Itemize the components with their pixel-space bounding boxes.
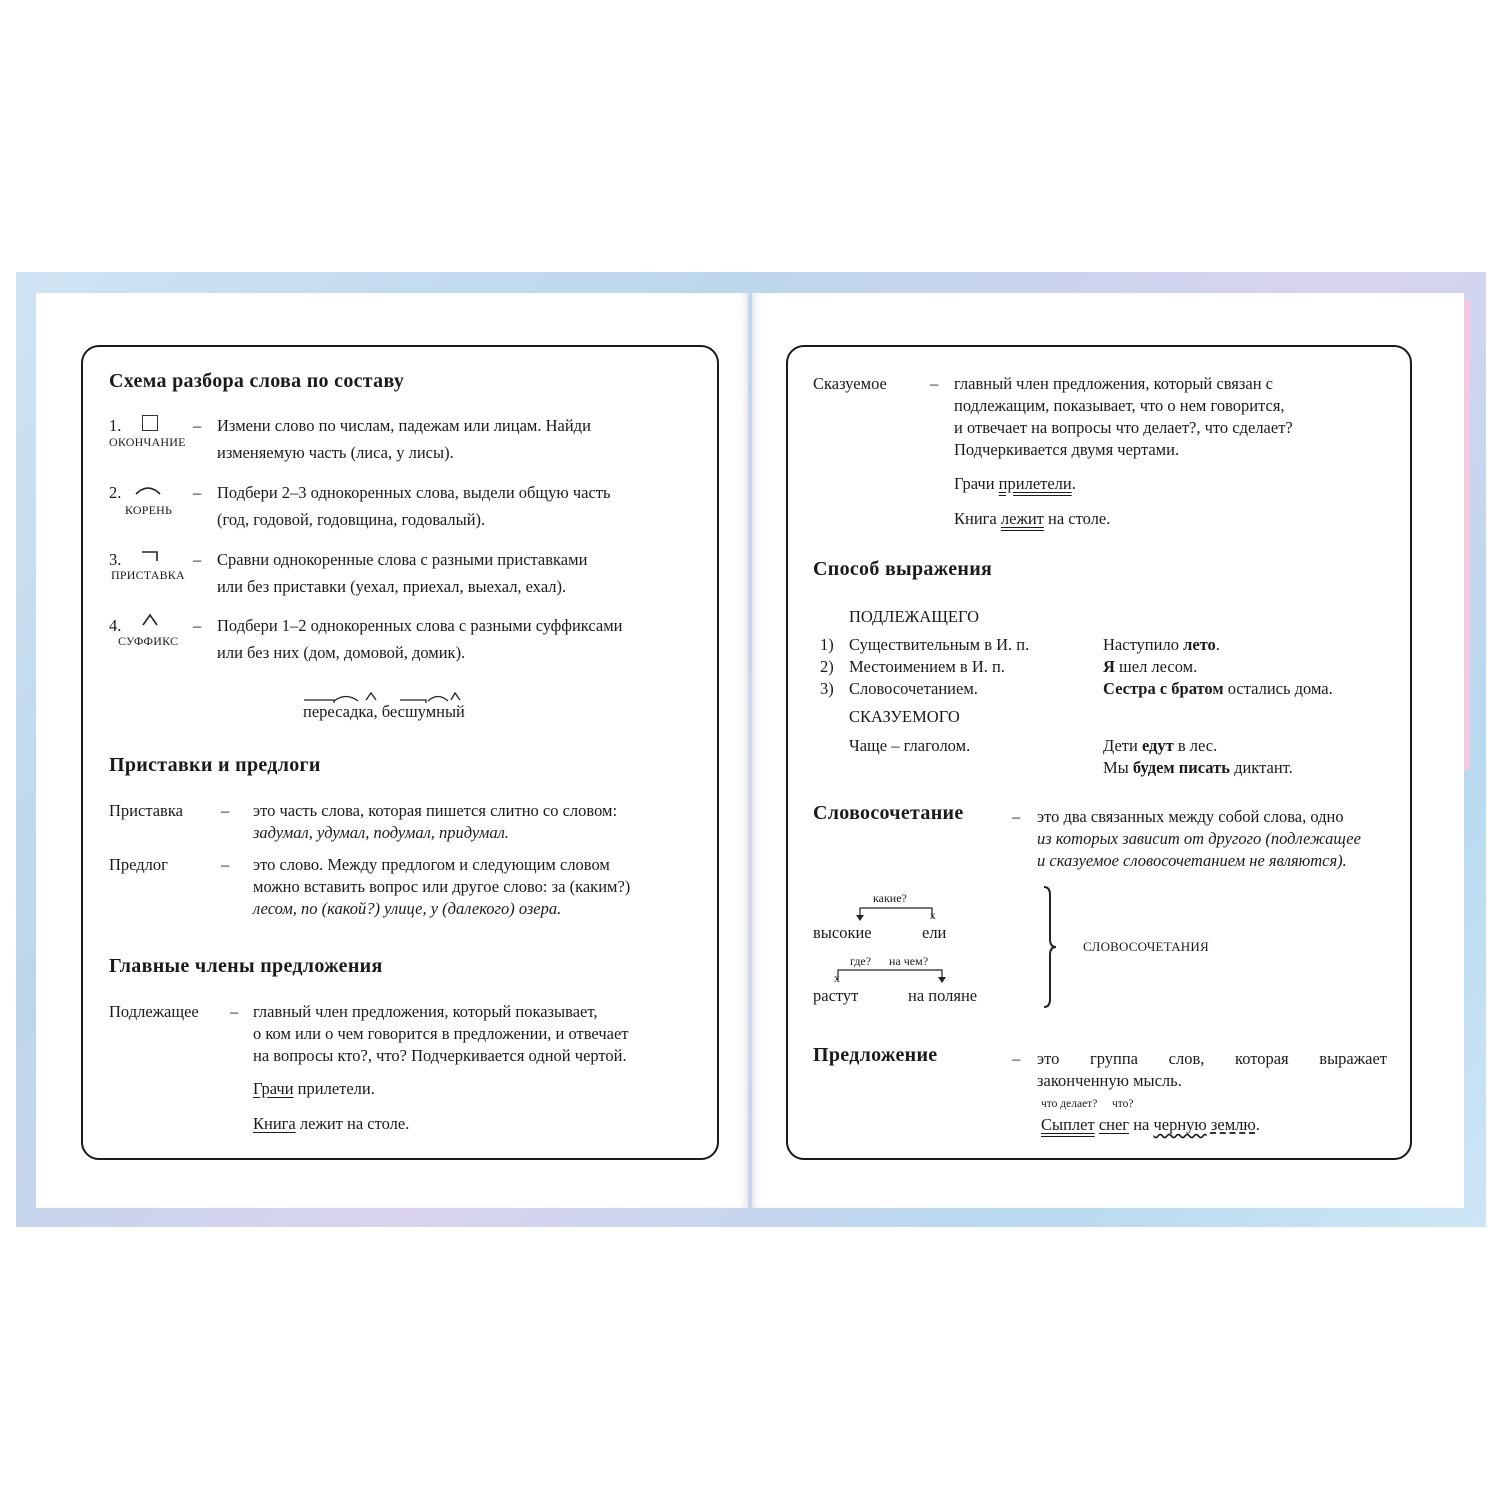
row-example — [1103, 633, 1220, 656]
morpheme-example: пересадка, бесшумный — [303, 702, 465, 721]
definition-line: подлежащим, показывает, что о нем говорится, — [954, 396, 1285, 415]
example-bold: Сестра с братом — [1103, 679, 1224, 698]
term-phrase: Словосочетание — [813, 802, 964, 824]
row-method: Чаще – глаголом. — [849, 736, 971, 755]
definition-line: и сказуемое словосочетанием не являются). — [1037, 851, 1347, 870]
item-text-line: Измени слово по числам, падежам или лицам. Найди — [217, 416, 591, 435]
morpheme-label: КОРЕНЬ — [125, 503, 173, 517]
section-title-expression: Способ выражения — [813, 558, 993, 580]
example-part: на столе. — [1043, 509, 1111, 528]
main-word-mark: x — [930, 910, 936, 922]
example-rest: прилетели. — [293, 1079, 375, 1098]
example-bold: Я — [1103, 657, 1115, 676]
definition-line: лесом, по (какой?) улице, у (далекого) озера. — [253, 899, 562, 918]
example-bold: лето — [1183, 635, 1216, 654]
example-part: шел лесом. — [1114, 657, 1198, 676]
example-part: Наступило — [1103, 635, 1184, 654]
row-example — [1103, 677, 1333, 700]
example-part: остались дома. — [1223, 679, 1333, 698]
subheading-subject: ПОДЛЕЖАЩЕГО — [849, 607, 980, 626]
question-label: где? — [850, 954, 872, 968]
dash: – — [193, 416, 202, 435]
definition-line: это слово. Между предлогом и следующим словом — [253, 855, 610, 874]
definition-line: о ком или о чем говорится в предложении, и отвечает — [253, 1024, 629, 1043]
dependency-arrow-icon — [830, 966, 950, 986]
example-part: в лес. — [1173, 736, 1218, 755]
definition-line: задумал, удумал, подумал, придумал. — [253, 823, 509, 842]
row-number: 1) — [820, 635, 834, 654]
row-method: Словосочетанием. — [849, 679, 978, 698]
term-preposition: Предлог — [109, 855, 168, 874]
dash: – — [193, 616, 202, 635]
definition-line: на вопросы кто?, что? Подчеркивается одной чертой. — [253, 1046, 627, 1065]
term-sentence: Предложение — [813, 1044, 938, 1066]
definition-line: это два связанных между собой слова, одно — [1037, 807, 1344, 826]
term-predicate: Сказуемое — [813, 374, 887, 393]
definition-line: из которых зависит от другого (подлежащее — [1037, 829, 1361, 848]
example-sentence — [954, 472, 1076, 495]
row-number: 2) — [820, 657, 834, 676]
suffix-symbol-icon — [141, 613, 159, 627]
item-number: 3. — [109, 550, 122, 569]
item-number: 4. — [109, 616, 122, 635]
dash: – — [1012, 1049, 1021, 1068]
definition-line: можно вставить вопрос или другое слово: за (каким?) — [253, 877, 631, 896]
item-text-line: или без них (дом, домовой, домик). — [217, 643, 466, 662]
dash: – — [221, 855, 230, 874]
example-sentence — [253, 1112, 409, 1135]
example-part: Мы — [1103, 758, 1133, 777]
row-number: 3) — [820, 679, 834, 698]
definition-line: главный член предложения, который связан с — [954, 374, 1273, 393]
item-text-line: Сравни однокоренные слова с разными приставками — [217, 550, 588, 569]
prefix-symbol-icon — [140, 550, 160, 562]
question-label: что делает? — [1041, 1098, 1098, 1110]
dash: – — [1012, 807, 1021, 826]
curly-brace-icon — [1040, 885, 1060, 1010]
section-title-main-members: Главные члены предложения — [109, 955, 383, 977]
row-example — [1103, 756, 1293, 779]
example-sentence — [253, 1077, 375, 1100]
section-title-word-analysis: Схема разбора слова по составу — [109, 370, 405, 392]
item-text-line: или без приставки (уехал, приехал, выехал, ехал). — [217, 577, 567, 596]
cover-edge — [1464, 300, 1470, 770]
dependent-word: высокие — [813, 923, 872, 942]
row-example — [1103, 655, 1197, 678]
item-text-line: Подбери 2–3 однокоренных слова, выдели общую часть — [217, 483, 611, 502]
question-label: на чем? — [889, 954, 929, 968]
example-part: . — [1215, 635, 1220, 654]
predicate-word: Сыплет — [1041, 1115, 1095, 1134]
dash: – — [193, 550, 202, 569]
preposition-word: на — [1133, 1115, 1150, 1134]
definition-line: главный член предложения, который показывает, — [253, 1002, 598, 1021]
row-method: Существительным в И. п. — [849, 635, 1030, 654]
period: . — [1255, 1115, 1260, 1134]
example-bold: едут — [1141, 736, 1174, 755]
example-part: . — [1071, 474, 1076, 493]
morpheme-label: СУФФИКС — [118, 634, 179, 648]
attribute-word: черную — [1153, 1115, 1207, 1134]
definition-line: это группа слов, которая выражает — [1037, 1049, 1387, 1068]
example-bold: будем писать — [1132, 758, 1230, 777]
subject-word: Грачи — [253, 1079, 294, 1098]
question-label: что? — [1112, 1098, 1134, 1110]
root-symbol-icon — [134, 484, 162, 496]
item-number: 1. — [109, 416, 122, 435]
question-label: какие? — [873, 891, 907, 905]
morpheme-label: ОКОНЧАНИЕ — [109, 435, 186, 449]
subject-word: снег — [1098, 1115, 1130, 1134]
row-example — [1103, 734, 1217, 757]
example-part: Грачи — [954, 474, 999, 493]
parsed-sentence — [1041, 1113, 1260, 1136]
subject-word: Книга — [253, 1114, 296, 1133]
term-subject: Подлежащее — [109, 1002, 199, 1021]
subheading-predicate: СКАЗУЕМОГО — [849, 707, 960, 726]
example-part: Дети — [1103, 736, 1142, 755]
main-word: ели — [922, 923, 947, 942]
object-word: землю — [1210, 1115, 1256, 1134]
definition-line: это часть слова, которая пишется слитно со словом: — [253, 801, 618, 820]
example-sentence — [954, 507, 1110, 530]
example-part: диктант. — [1229, 758, 1293, 777]
main-word: растут — [813, 986, 859, 1005]
dash: – — [193, 483, 202, 502]
item-number: 2. — [109, 483, 122, 502]
item-text-line: (год, годовой, годовщина, годовалый). — [217, 510, 486, 529]
predicate-word: прилетели — [998, 474, 1072, 493]
ending-symbol-icon — [142, 415, 158, 431]
term-prefix: Приставка — [109, 801, 183, 820]
definition-line: Подчеркивается двумя чертами. — [954, 440, 1180, 459]
section-title-prefixes: Приставки и предлоги — [109, 754, 321, 776]
row-method: Местоимением в И. п. — [849, 657, 1005, 676]
definition-line: законченную мысль. — [1037, 1071, 1182, 1090]
dash: – — [230, 1002, 239, 1021]
item-text-line: изменяемую часть (лиса, у лисы). — [217, 443, 454, 462]
example-part: Книга — [954, 509, 1001, 528]
main-word-mark: x — [834, 973, 840, 985]
dependent-word: на поляне — [908, 986, 978, 1005]
dash: – — [930, 374, 939, 393]
dash: – — [221, 801, 230, 820]
brace-label: СЛОВОСОЧЕТАНИЯ — [1083, 939, 1209, 954]
definition-line: и отвечает на вопросы что делает?, что сделает? — [954, 418, 1293, 437]
example-rest: лежит на столе. — [295, 1114, 410, 1133]
predicate-word: лежит — [1000, 509, 1044, 528]
morpheme-label: ПРИСТАВКА — [111, 568, 185, 582]
item-text-line: Подбери 1–2 однокоренных слова с разными суффиксами — [217, 616, 623, 635]
